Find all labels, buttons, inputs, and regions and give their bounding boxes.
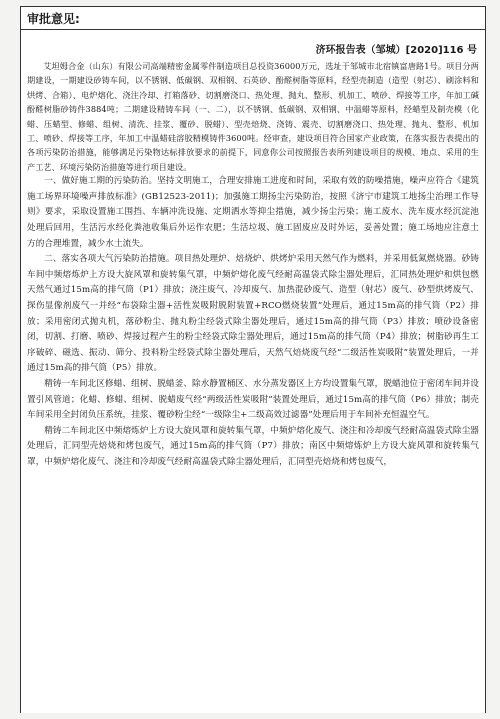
project-overview-paragraph: 艾坦姆合金（山东）有限公司高端精密金属零件制造项目总投资36000万元，选址于邹城市北宿镇富唐路1号。项目分两期建设，一期建设砂铸车间，以不锈钢、低碳钢、双相钢、石英砂、酚醛树脂等原料，经型壳制造（造型（射芯）、刷涂料和烘烤、合箱）、电炉熔化、浇注冷却、打箱落砂、切割磨浇口、热处理、抛丸、整形、机加工、喷砂、焊接等工序，年加工碱酚醛树脂砂铸件3884吨；二期建设精铸车间（一、二），以不锈钢、低碳钢、双相钢、中温蜡等原料，经蜡型及制壳模（化蜡、压蜡型、修蜡、组树、清洗、挂浆、覆砂、脱蜡）、型壳焙烧、浇铸、震壳、切割磨浇口、热处理、抛丸、整形、机加工、喷砂、焊接等工序，年加工中温蜡硅溶胶精模铸件3600吨。经审查，建设项目符合国家产业政策，在落实报告表提出的各项污染防治措施，能够满足污染物达标排放要求的前提下，同意你公司按照报告表所列建设项目的规模、地点、采用的生产工艺、环境污染防治措施等进行项目建设。	[27, 61, 479, 172]
approval-opinion-heading: 审批意见:	[21, 7, 485, 30]
construction-pollution-paragraph: 一、做好施工期的污染防治。坚持文明施工，合理安排施工进度和时间，采取有效的防噪措施，噪声应符合《建筑施工场界环境噪声排放标准》(GB12523-2011)；加强施工期扬尘污染防治，按照《济宁市建筑工地扬尘治理工作导则》要求，采取设置施工围挡、车辆冲洗设施、定期洒水等抑尘措施，减少扬尘污染；施工废水、洗车废水经沉淀池处理后回用，生活污水经化粪池收集后外运作农肥；生活垃圾、施工固废应及时外运，妥善处置；施工场地应注意土方的合理堆置，减少水土流失。	[27, 176, 479, 249]
approval-opinion-page	[20, 6, 486, 713]
air-pollution-paragraph: 二、落实各项大气污染防治措施。项目热处理炉、焙烧炉、烘烤炉采用天然气作为燃料，并采用低氮燃烧器。砂铸车间中频熔炼炉上方设大旋风罩和旋转集气罩，中频炉熔化废气经耐高温袋式除尘器处理后，汇同热处理炉和烘包燃天然气通过15m高的排气筒（P1）排放；浇注废气、冷却废气、加热混砂废气、造型（射芯）废气、砂型烘烤废气、探伤显像剂废气一并经“布袋除尘器+活性炭吸附脱附装置+RCO燃烧装置”处理后，通过15m高的排气筒（P2）排放；采用密闭式抛丸机，落砂粉尘、抛丸粉尘经袋式除尘器处理后，通过15m高的排气筒（P3）排放；喷砂设备密闭，切割、打磨、喷砂、焊接过程产生的粉尘经袋式除尘器处理后，通过15m高的排气筒（P4）排放；树脂砂再生工序破碎、磁选、振动、筛分、投料粉尘经袋式除尘器处理后，天然气焙烧废气经“二级活性炭吸附”装置处理后，一并通过15m高的排气筒（P5）排放。	[27, 254, 479, 374]
precision-casting-workshop-1-paragraph: 精铸一车间北区修蜡、组树、脱蜡釜、除水静置桶区、水分蒸发器区上方均设置集气罩，脱蜡池位于密闭车间并设置引风管道；化蜡、修蜡、组树、脱蜡废气经“两级活性炭吸附”装置处理后，通过15m高的排气筒（P6）排放；制壳车间采用全封闭负压系统，挂浆、覆砂粉尘经“一级除尘+二级高效过滤器”处理后用于车间补充恒温空气。	[27, 378, 479, 421]
precision-casting-workshop-2-paragraph: 精铸二车间北区中频熔炼炉上方设大旋风罩和旋转集气罩，中频炉熔化废气、浇注和冷却废气经耐高温袋式除尘器处理后，汇同型壳焙烧和烤包废气，通过15m高的排气筒（P7）排放；南区中频熔炼炉上方设大旋风罩和旋转集气罩，中频炉熔化废气、浇注和冷却废气经耐高温袋式除尘器处理后，汇同型壳焙烧和烤包废气，	[27, 425, 479, 467]
document-body	[21, 41, 485, 471]
document-number: 济环报告表（邹城）[2020]116 号	[315, 45, 477, 56]
